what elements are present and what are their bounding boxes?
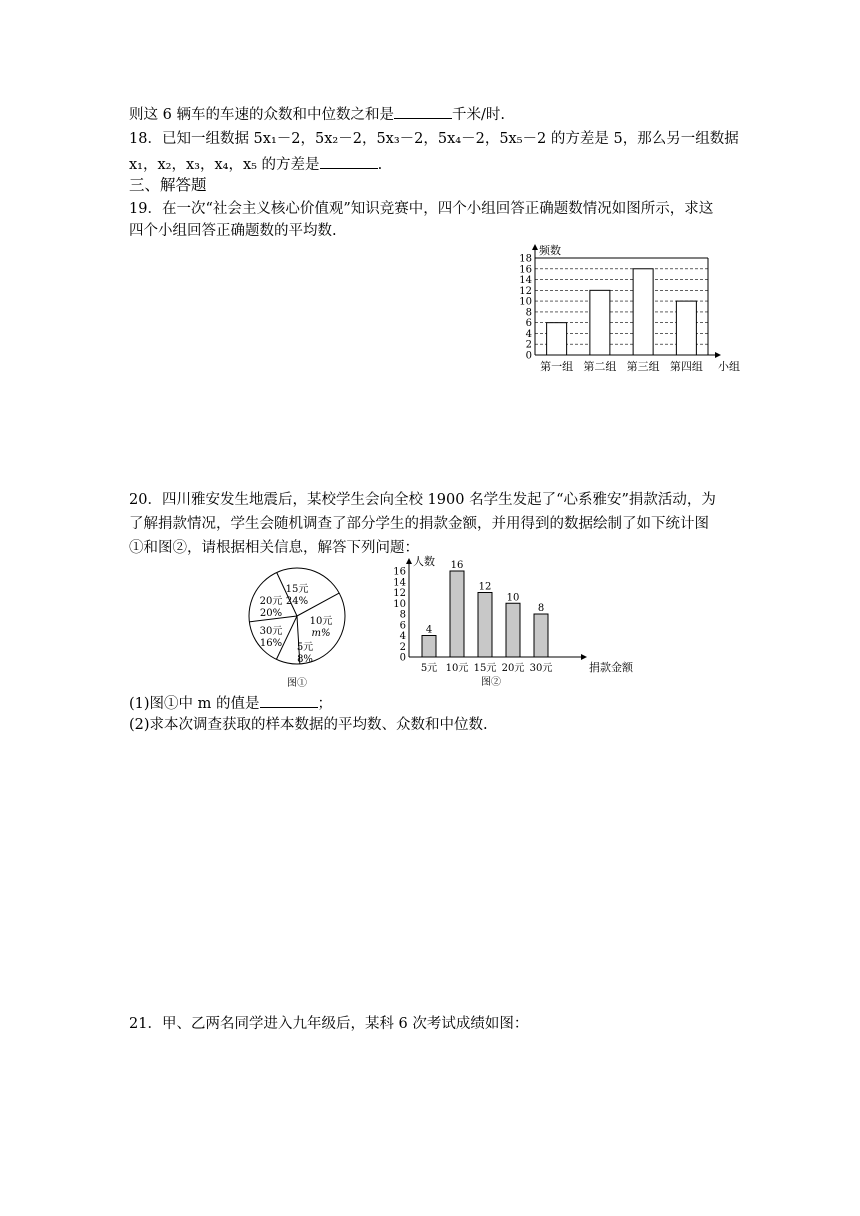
x-axis-label: 小组	[718, 360, 740, 373]
q19-line1: 19．在一次“社会主义核心价值观”知识竞赛中，四个小组回答正确题数情况如图所示，求这	[129, 201, 714, 217]
bar-data-label: 8	[537, 603, 545, 614]
q20-sub1-text: (1)图①中 m 的值是	[129, 696, 260, 712]
y-tick-label: 2	[399, 641, 406, 653]
y-tick-label: 8	[399, 609, 406, 621]
y-tick-label: 4	[525, 328, 532, 340]
q20-sub1-tail: ；	[317, 696, 333, 712]
y-axis-arrow	[406, 558, 412, 564]
bar	[534, 614, 548, 657]
x-tick-label: 5元	[420, 663, 438, 674]
q17-tail	[129, 104, 505, 125]
y-tick-label: 14	[393, 577, 406, 589]
bar	[478, 593, 492, 658]
q19-bar-chart	[505, 240, 740, 375]
y-tick-label: 16	[519, 264, 532, 276]
q19-line2: 四个小组回答正确题数的平均数.	[129, 223, 337, 239]
bar-caption: 图②	[481, 677, 501, 688]
slice-label: 10元	[309, 616, 333, 627]
x-tick-label: 30元	[529, 663, 553, 674]
y-tick-label: 18	[519, 253, 532, 265]
y-tick-label: 6	[399, 620, 406, 632]
q18-period: .	[377, 157, 383, 173]
x-tick-label: 第一组	[540, 360, 574, 373]
y-tick-label: 2	[525, 339, 532, 351]
q20-line2: 了解捐款情况，学生会随机调查了部分学生的捐款金额，并用得到的数据绘制了如下统计图	[129, 516, 709, 532]
q18-answer-blank[interactable]	[320, 154, 378, 169]
q20-answer-blank[interactable]	[260, 693, 318, 708]
y-tick-label: 10	[519, 296, 532, 308]
y-tick-label: 8	[525, 307, 532, 319]
y-axis-arrow	[532, 244, 538, 250]
x-tick-label: 15元	[473, 663, 497, 674]
x-tick-label: 第二组	[583, 360, 617, 373]
q18-line1: 18．已知一组数据 5x₁－2，5x₂－2，5x₃－2，5x₄－2，5x₅－2 的方差是 5，那么另一组数据	[129, 131, 739, 147]
y-axis-label: 人数	[413, 555, 435, 568]
bar	[506, 603, 520, 657]
slice-label: 20元	[259, 596, 283, 607]
slice-value-label: m%	[311, 628, 331, 639]
slice-value-label: 20%	[259, 608, 283, 619]
bar	[633, 269, 653, 355]
q20-bar-chart	[383, 555, 648, 690]
q17-text: 则这 6 辆车的车速的众数和中位数之和是	[129, 107, 394, 123]
q17-unit: 千米/时.	[451, 107, 505, 123]
slice-label: 5元	[296, 642, 314, 653]
slice-value-label: 8%	[297, 654, 313, 665]
bar-data-label: 4	[425, 624, 433, 636]
x-tick-label: 第四组	[669, 360, 703, 373]
slice-value-label: 24%	[285, 596, 309, 607]
y-tick-label: 14	[519, 275, 532, 287]
x-axis-arrow	[715, 352, 721, 358]
x-axis-label: 捐款金额	[589, 661, 633, 674]
q18-line2	[129, 154, 382, 175]
y-tick-label: 0	[399, 652, 406, 664]
q20-sub2: (2)求本次调查获取的样本数据的平均数、众数和中位数.	[129, 717, 488, 733]
q21-line1: 21．甲、乙两名同学进入九年级后，某科 6 次考试成绩如图：	[129, 1016, 529, 1032]
bar	[547, 323, 567, 355]
bar-data-label: 16	[450, 560, 464, 571]
x-axis-arrow	[581, 654, 587, 660]
x-tick-label: 10元	[445, 663, 469, 674]
q20-line3: ①和图②，请根据相关信息，解答下列问题：	[129, 540, 419, 556]
y-tick-label: 6	[525, 318, 532, 330]
bar-data-label: 10	[506, 592, 520, 604]
slice-label: 30元	[259, 626, 283, 637]
q20-sub1	[129, 693, 332, 714]
y-tick-label: 12	[519, 285, 532, 297]
q18-text: x₁，x₂，x₃，x₄，x₅ 的方差是	[129, 157, 320, 173]
y-axis-label: 频数	[539, 244, 561, 257]
y-tick-label: 12	[393, 588, 406, 599]
x-tick-label: 第三组	[626, 360, 660, 373]
slice-value-label: 16%	[259, 638, 283, 649]
bar	[422, 636, 436, 658]
slice-label: 15元	[285, 584, 309, 595]
y-tick-label: 4	[399, 631, 406, 642]
section-heading: 三、解答题	[129, 176, 207, 194]
bar	[450, 571, 464, 657]
bar	[676, 301, 696, 355]
x-tick-label: 20元	[501, 663, 525, 674]
q20-pie-chart	[245, 560, 355, 690]
q20-line1: 20．四川雅安发生地震后，某校学生会向全校 1900 名学生发起了“心系雅安”捐款活动，为	[129, 492, 716, 508]
pie-caption: 图①	[287, 678, 307, 689]
q17-answer-blank[interactable]	[394, 104, 452, 119]
y-tick-label: 10	[393, 598, 406, 610]
bar	[590, 290, 610, 355]
bar-data-label: 12	[478, 581, 492, 593]
y-tick-label: 16	[393, 566, 406, 578]
y-tick-label: 0	[525, 350, 532, 362]
